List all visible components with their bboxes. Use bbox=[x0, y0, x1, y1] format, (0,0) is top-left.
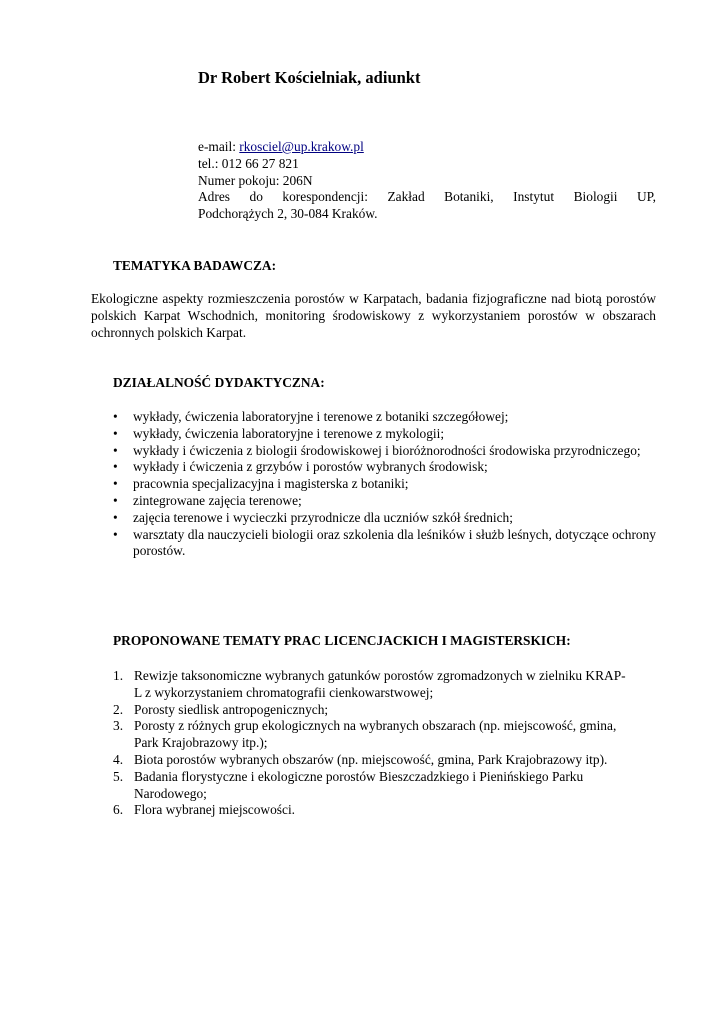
address-line-2: Podchorążych 2, 30-084 Kraków. bbox=[198, 206, 378, 222]
list-item-text: Biota porostów wybranych obszarów (np. miejscowość, gmina, Park Krajobrazowy itp). bbox=[134, 751, 608, 767]
teaching-list bbox=[113, 409, 656, 560]
list-item-number: 4. bbox=[113, 751, 124, 767]
research-heading: TEMATYKA BADAWCZA: bbox=[113, 258, 277, 273]
list-item-text: warsztaty dla nauczycieli biologii oraz szkolenia dla leśników i służb leśnych, dotyczące ochrony porostów. bbox=[133, 526, 656, 559]
list-item-text: wykłady, ćwiczenia laboratoryjne i terenowe z botaniki szczegółowej; bbox=[133, 409, 509, 424]
list-item-number: 1. bbox=[113, 668, 124, 683]
bullet-icon: • bbox=[113, 459, 118, 475]
list-item bbox=[113, 459, 656, 476]
bullet-icon: • bbox=[113, 492, 118, 508]
list-item bbox=[113, 802, 633, 819]
room-line: Numer pokoju: 206N bbox=[198, 172, 313, 188]
bullet-icon: • bbox=[113, 425, 118, 441]
list-item-number: 2. bbox=[113, 701, 124, 717]
list-item bbox=[113, 409, 656, 426]
research-text: Ekologiczne aspekty rozmieszczenia porostów w Karpatach, badania fizjograficzne nad biotą porostów polskich Karpat Wschodnich, monitoring środowiskowy z wykorzystaniem porostów w obszarach ochronnych polskich Karpat. bbox=[91, 291, 656, 340]
list-item-text: zintegrowane zajęcia terenowe; bbox=[133, 492, 302, 508]
list-item-text: Badania florystyczne i ekologiczne porostów Bieszczadzkiego i Pienińskiego Parku Narodowego; bbox=[134, 768, 584, 801]
list-item-text: pracownia specjalizacyjna i magisterska z botaniki; bbox=[133, 476, 409, 492]
list-item bbox=[113, 527, 656, 561]
bullet-icon: • bbox=[113, 442, 118, 458]
bullet-icon: • bbox=[113, 509, 118, 525]
list-item bbox=[113, 443, 656, 460]
list-item-number: 5. bbox=[113, 768, 124, 784]
list-item-text: Rewizje taksonomiczne wybranych gatunków porostów zgromadzonych w zielniku KRAP-L z wykorzystaniem chromatografii cienkowarstwowej; bbox=[134, 668, 626, 700]
list-item-number: 3. bbox=[113, 718, 124, 734]
list-item bbox=[113, 510, 656, 527]
list-item-text: wykłady i ćwiczenia z biologii środowiskowej i bioróżnorodności środowiska przyrodniczego; bbox=[133, 442, 641, 458]
list-item bbox=[113, 769, 633, 803]
list-item-text: Porosty siedlisk antropogenicznych; bbox=[134, 701, 329, 717]
list-item-text: zajęcia terenowe i wycieczki przyrodnicze dla uczniów szkół średnich; bbox=[133, 509, 513, 525]
list-item bbox=[113, 752, 633, 769]
list-item bbox=[113, 702, 633, 719]
list-item bbox=[113, 426, 656, 443]
list-item-text: wykłady i ćwiczenia z grzybów i porostów wybranych środowisk; bbox=[133, 459, 488, 475]
topics-heading: PROPONOWANE TEMATY PRAC LICENCJACKICH I MAGISTERSKICH: bbox=[113, 633, 571, 648]
bullet-icon: • bbox=[113, 476, 118, 492]
bullet-icon: • bbox=[113, 526, 118, 542]
topics-list bbox=[113, 668, 633, 819]
phone-line: tel.: 012 66 27 821 bbox=[198, 155, 299, 171]
list-item bbox=[113, 718, 633, 752]
contact-block bbox=[198, 139, 656, 223]
list-item bbox=[113, 668, 633, 702]
teaching-heading: DZIAŁALNOŚĆ DYDAKTYCZNA: bbox=[113, 375, 325, 390]
address-line-1: Adres do korespondencji: Zakład Botaniki, Instytut Biologii UP, bbox=[198, 189, 656, 205]
list-item bbox=[113, 476, 656, 493]
list-item-number: 6. bbox=[113, 802, 124, 818]
list-item-text: Porosty z różnych grup ekologicznych na wybranych obszarach (np. miejscowość, gmina, Park Krajobrazowy itp.); bbox=[134, 718, 617, 751]
list-item-text: wykłady, ćwiczenia laboratoryjne i terenowe z mykologii; bbox=[133, 425, 445, 441]
email-label: e-mail: bbox=[198, 139, 240, 154]
list-item-text: Flora wybranej miejscowości. bbox=[134, 802, 296, 818]
bullet-icon: • bbox=[113, 409, 118, 424]
email-line bbox=[198, 139, 656, 156]
list-item bbox=[113, 493, 656, 510]
email-link[interactable]: rkosciel@up.krakow.pl bbox=[239, 139, 364, 154]
page-title: Dr Robert Kościelniak, adiunkt bbox=[198, 68, 421, 87]
